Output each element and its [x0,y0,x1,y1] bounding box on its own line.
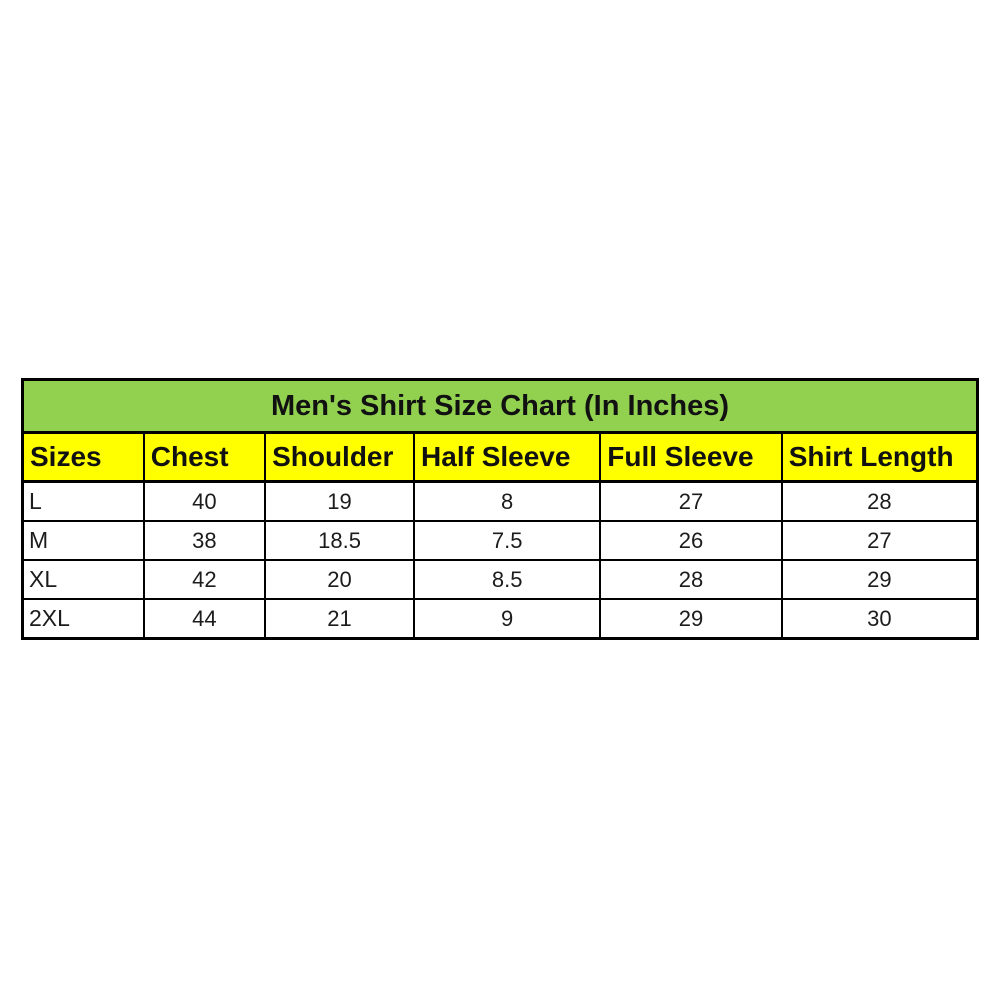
table-row-xl [23,560,978,599]
full-sleeve-value: 26 [600,521,781,560]
shirt-length-value: 28 [782,482,978,522]
column-header-chest: Chest [144,433,265,482]
chest-value: 40 [144,482,265,522]
half-sleeve-value: 7.5 [414,521,600,560]
column-header-shirt-length: Shirt Length [782,433,978,482]
table-row-2xl [23,599,978,639]
column-header-full-sleeve: Full Sleeve [600,433,781,482]
shirt-length-value: 30 [782,599,978,639]
shirt-length-value: 27 [782,521,978,560]
column-header-half-sleeve: Half Sleeve [414,433,600,482]
table-title: Men's Shirt Size Chart (In Inches) [23,380,978,433]
shoulder-value: 20 [265,560,414,599]
size-label: 2XL [23,599,144,639]
full-sleeve-value: 27 [600,482,781,522]
shoulder-value: 21 [265,599,414,639]
shoulder-value: 19 [265,482,414,522]
chest-value: 42 [144,560,265,599]
table-row-m [23,521,978,560]
shoulder-value: 18.5 [265,521,414,560]
size-chart-table [21,378,979,640]
half-sleeve-value: 9 [414,599,600,639]
size-chart-grid [21,378,979,640]
title-row [23,380,978,433]
column-header-shoulder: Shoulder [265,433,414,482]
size-label: XL [23,560,144,599]
half-sleeve-value: 8.5 [414,560,600,599]
size-label: L [23,482,144,522]
table-row-l [23,482,978,522]
shirt-length-value: 29 [782,560,978,599]
full-sleeve-value: 28 [600,560,781,599]
chest-value: 44 [144,599,265,639]
chest-value: 38 [144,521,265,560]
column-header-sizes: Sizes [23,433,144,482]
size-label: M [23,521,144,560]
half-sleeve-value: 8 [414,482,600,522]
header-row [23,433,978,482]
full-sleeve-value: 29 [600,599,781,639]
